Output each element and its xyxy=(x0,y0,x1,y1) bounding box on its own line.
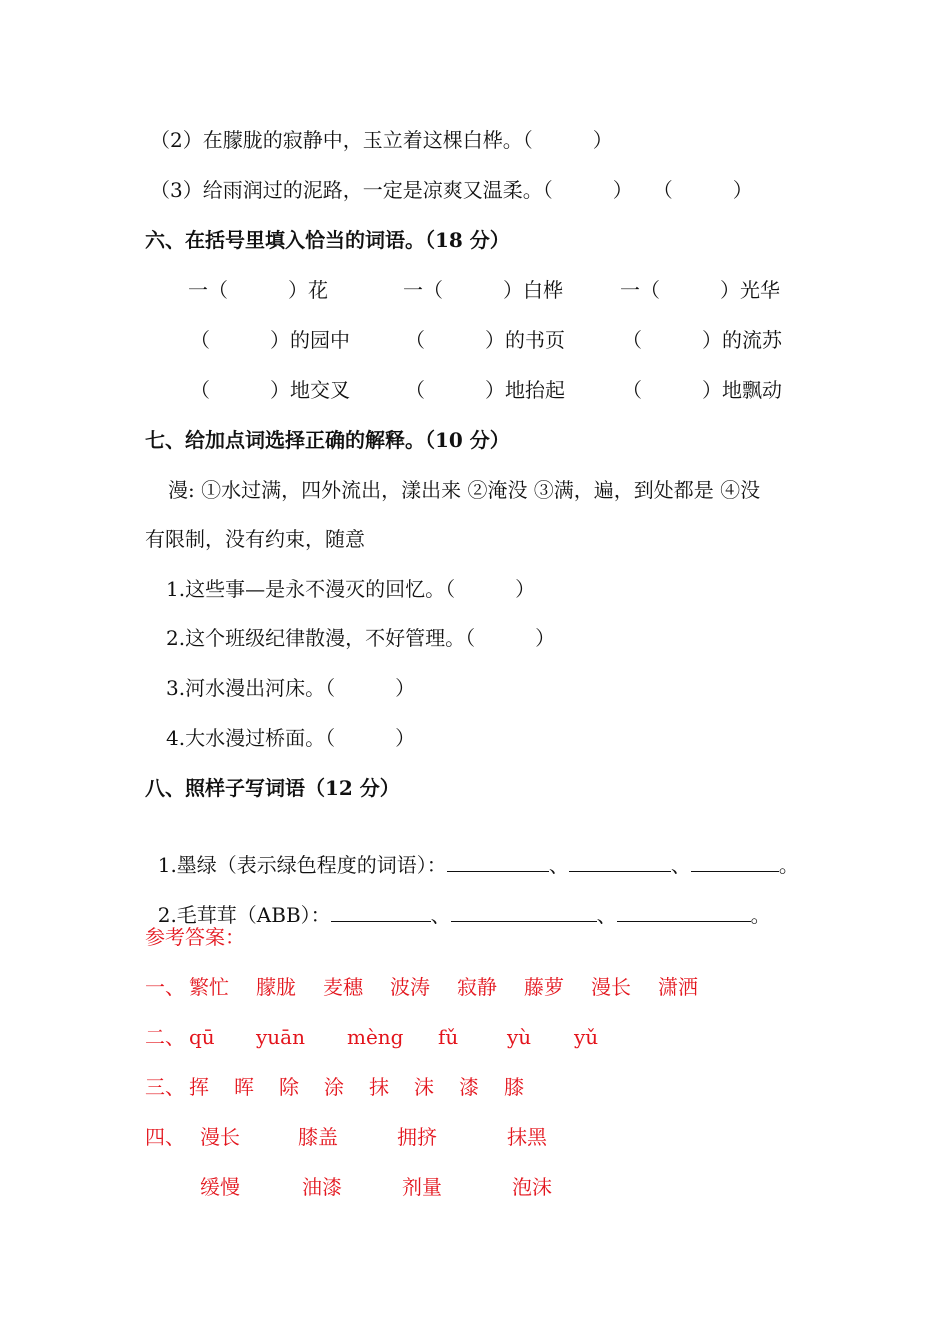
q6-cell: （ ）地交叉 xyxy=(190,378,350,402)
answer-blank[interactable] xyxy=(691,853,779,872)
answer-word: 沫 xyxy=(414,1075,434,1099)
answer-word: 寂静 xyxy=(457,975,497,999)
q6-title: 六、在括号里填入恰当的词语。（18 分） xyxy=(145,228,510,252)
answer-word: 膝盖 xyxy=(298,1125,338,1149)
q7-item: 3.河水漫出河床。（ ） xyxy=(166,676,416,700)
q8-item-1 xyxy=(145,823,799,879)
q7-title: 七、给加点词选择正确的解释。（10 分） xyxy=(145,428,510,452)
q5-item-2: （2）在朦胧的寂静中，玉立着这棵白桦。（ ） xyxy=(150,128,613,152)
answer-word: 泡沫 xyxy=(512,1175,552,1199)
q6-cell: （ ）地飘动 xyxy=(622,378,782,402)
q6-cell: 一（ ）花 xyxy=(188,278,328,302)
answer-word: 晖 xyxy=(234,1075,254,1099)
answer-word: 漫长 xyxy=(591,975,631,999)
answer-blank[interactable] xyxy=(451,903,597,922)
separator: 、 xyxy=(596,903,617,927)
answer-label: 三、 xyxy=(145,1075,185,1099)
q5-item-3: （3）给雨润过的泥路，一定是凉爽又温柔。（ ） （ ） xyxy=(150,178,753,202)
end-mark: 。 xyxy=(750,903,771,927)
answer-word: 抹 xyxy=(369,1075,389,1099)
q8-item-2-label: 2.毛茸茸（ABB）： xyxy=(157,903,331,927)
answers-title: 参考答案： xyxy=(145,925,245,949)
answer-word: 漆 xyxy=(459,1075,479,1099)
answer-blank[interactable] xyxy=(331,903,431,922)
answer-word: 抹黑 xyxy=(507,1125,547,1149)
answer-word: 缓慢 xyxy=(200,1175,240,1199)
end-mark: 。 xyxy=(778,853,799,877)
answer-word: 剂量 xyxy=(402,1175,442,1199)
q7-definition-line-2: 有限制，没有约束，随意 xyxy=(145,527,365,551)
answer-word: 潇洒 xyxy=(658,975,698,999)
answer-word: yù xyxy=(507,1025,532,1049)
q6-cell: 一（ ）光华 xyxy=(620,278,780,302)
q7-definition-line-1: 漫: ①水过满，四外流出，漾出来 ②淹没 ③满，遍，到处都是 ④没 xyxy=(168,478,761,502)
answer-word: qū xyxy=(189,1025,215,1049)
q7-item: 4.大水漫过桥面。（ ） xyxy=(166,726,416,750)
separator: 、 xyxy=(430,903,451,927)
answer-word: fǔ xyxy=(438,1025,459,1049)
q8-item-2 xyxy=(145,873,771,929)
separator: 、 xyxy=(548,853,569,877)
answer-word: yuān xyxy=(256,1025,305,1049)
answer-blank[interactable] xyxy=(569,853,671,872)
answer-label: 二、 xyxy=(145,1025,185,1049)
answer-word: 膝 xyxy=(504,1075,524,1099)
answer-word: yǔ xyxy=(574,1025,599,1049)
answer-word: 拥挤 xyxy=(397,1125,437,1149)
answer-word: 挥 xyxy=(189,1075,209,1099)
answer-word: 朦胧 xyxy=(256,975,296,999)
answer-blank[interactable] xyxy=(447,853,549,872)
separator: 、 xyxy=(670,853,691,877)
answer-word: 繁忙 xyxy=(189,975,229,999)
q6-cell: （ ）的书页 xyxy=(405,328,565,352)
answer-word: 漫长 xyxy=(200,1125,240,1149)
answer-word: 麦穗 xyxy=(323,975,363,999)
answer-blank[interactable] xyxy=(617,903,751,922)
answer-word: 波涛 xyxy=(390,975,430,999)
answer-word: mèng xyxy=(347,1025,404,1049)
q7-item: 1.这些事—是永不漫灭的回忆。（ ） xyxy=(166,577,536,601)
answer-label: 一、 xyxy=(145,975,185,999)
answer-word: 除 xyxy=(279,1075,299,1099)
answer-word: 油漆 xyxy=(302,1175,342,1199)
q6-cell: （ ）的流苏 xyxy=(622,328,782,352)
q7-item: 2.这个班级纪律散漫，不好管理。（ ） xyxy=(166,626,556,650)
answer-word: 涂 xyxy=(324,1075,344,1099)
answer-word: 藤萝 xyxy=(524,975,564,999)
q6-cell: （ ）的园中 xyxy=(190,328,350,352)
q8-item-1-label: 1.墨绿（表示绿色程度的词语）： xyxy=(157,853,447,877)
q6-cell: 一（ ）白桦 xyxy=(403,278,563,302)
q6-cell: （ ）地抬起 xyxy=(405,378,565,402)
answer-label: 四、 xyxy=(145,1125,185,1149)
q8-title: 八、照样子写词语（12 分） xyxy=(145,776,400,800)
